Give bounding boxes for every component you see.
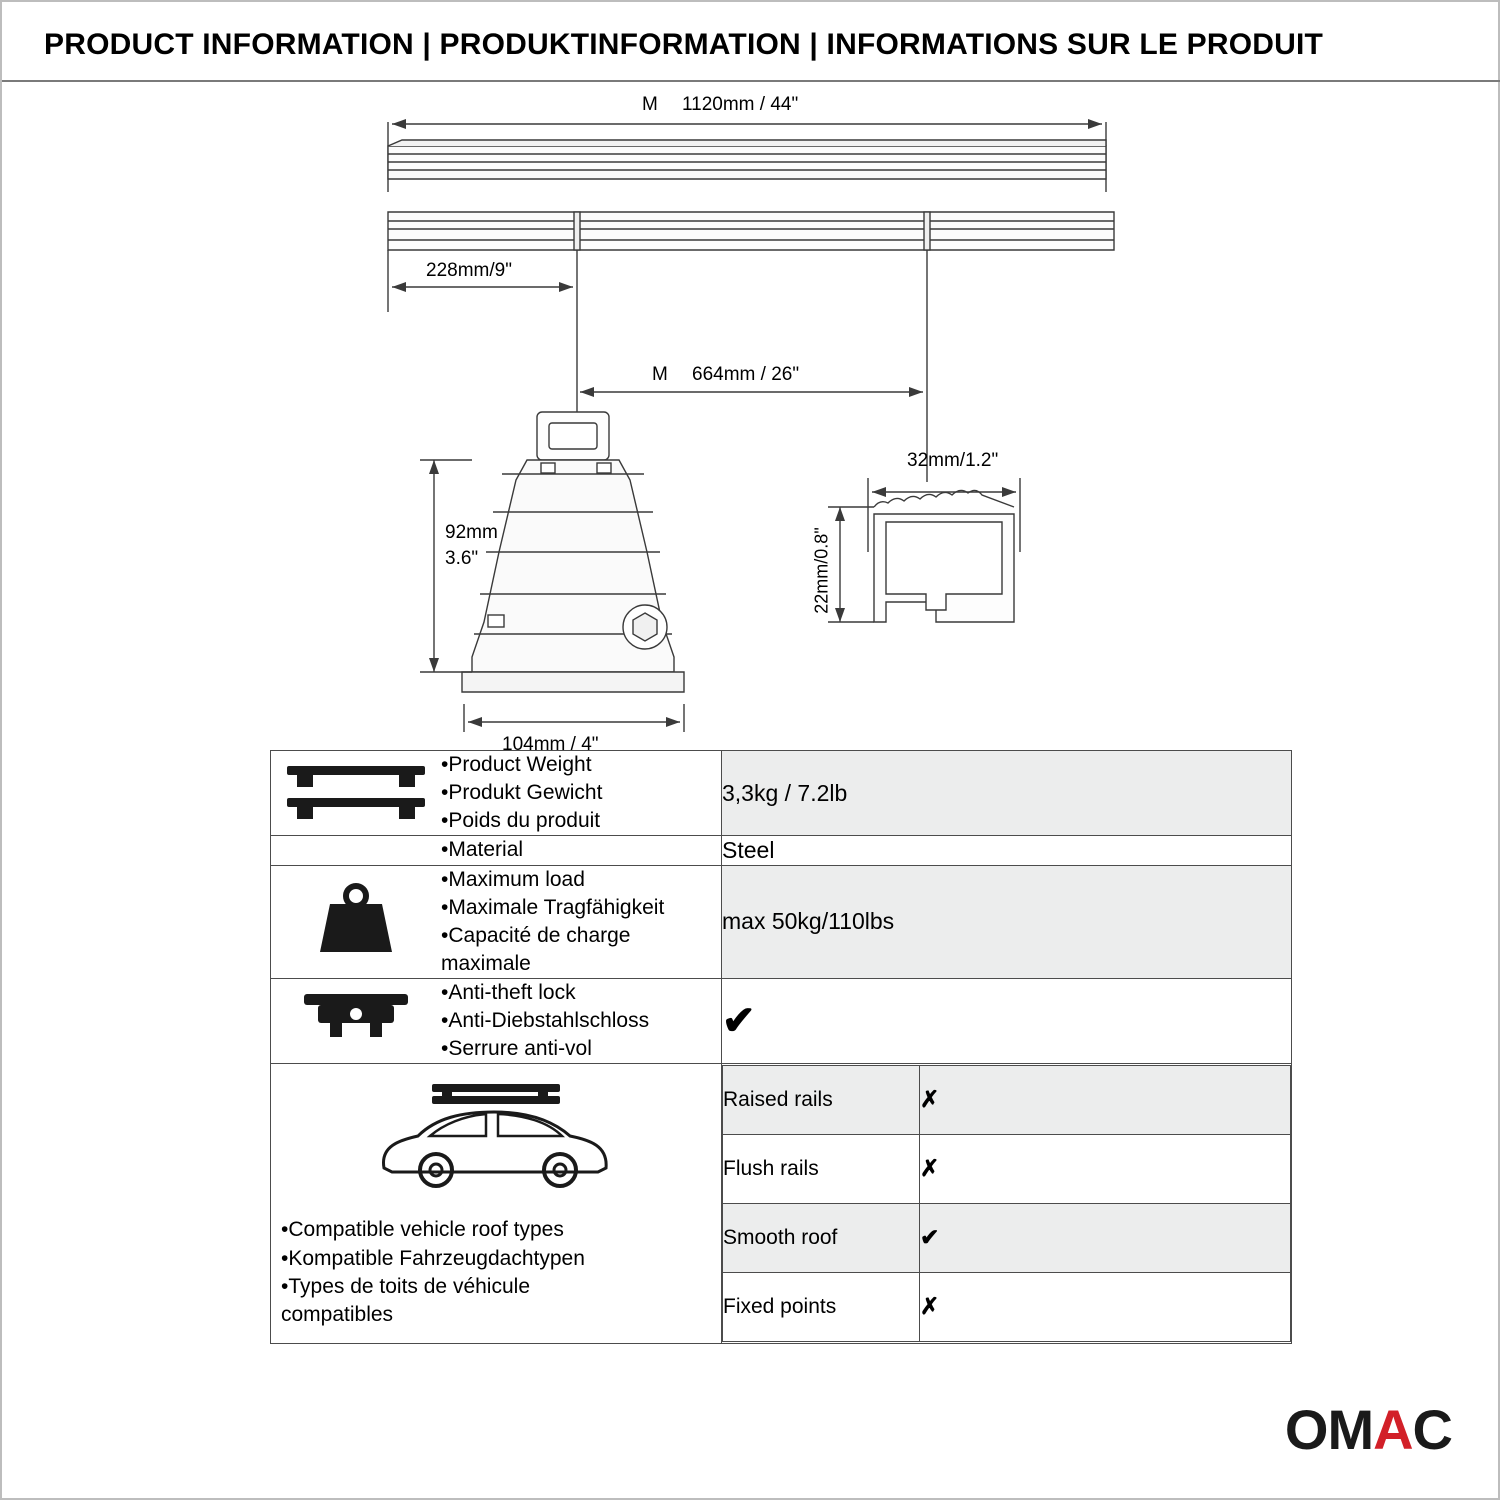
page-header <box>2 2 1500 82</box>
roof-type-name: Smooth roof <box>723 1204 920 1273</box>
omac-logo <box>1284 1398 1452 1461</box>
roof-type-mark <box>920 1066 1291 1135</box>
label-line: •Product Weight <box>441 753 592 776</box>
label-line: •Anti-Diebstahlschloss <box>441 1009 650 1033</box>
label-line: •Compatible vehicle roof types <box>281 1218 564 1242</box>
label-line: •Maximum load <box>441 867 585 891</box>
max-load-value: max 50kg/110lbs <box>722 865 1292 979</box>
material-label-cell <box>271 836 722 865</box>
label-line: •Material <box>441 838 524 862</box>
label-line: •Kompatible Fahrzeugdachtypen <box>281 1246 585 1270</box>
foot-width-dimension: 104mm / 4" <box>502 734 599 755</box>
compatibility-options-cell <box>722 1064 1292 1344</box>
table-row <box>271 865 1292 979</box>
cross-icon: ✗ <box>920 1292 940 1319</box>
roof-type-row <box>723 1273 1291 1342</box>
logo-letter-c: C <box>1412 1398 1452 1461</box>
roof-type-row <box>723 1066 1291 1135</box>
anti-theft-label-cell <box>271 979 722 1064</box>
label-line: •Produkt Gewicht <box>441 781 603 805</box>
bar-length-dimension: 1120mm / 44" <box>682 94 799 115</box>
anti-theft-value <box>722 979 1292 1064</box>
roof-type-mark <box>920 1135 1291 1204</box>
page-title: PRODUCT INFORMATION | PRODUKTINFORMATION | INFORMATIONS SUR LE PRODUIT <box>44 28 1324 61</box>
roof-type-table <box>722 1065 1291 1342</box>
roof-type-mark <box>920 1273 1291 1342</box>
table-row <box>271 836 1292 865</box>
roof-type-mark <box>920 1204 1291 1273</box>
compatibility-label-cell <box>271 1064 722 1344</box>
cross-icon: ✗ <box>920 1085 940 1112</box>
profile-width-dimension: 32mm/1.2" <box>907 450 999 471</box>
technical-drawing <box>2 82 1500 755</box>
product-weight-value: 3,3kg / 7.2lb <box>722 751 1292 836</box>
logo-letter-o: O <box>1284 1398 1328 1461</box>
offset-dimension: 228mm/9" <box>426 260 512 281</box>
roof-type-row <box>723 1135 1291 1204</box>
car-with-roof-rack-icon <box>271 1064 721 1206</box>
logo-letter-a: A <box>1373 1398 1413 1461</box>
label-line: •Maximale Tragfähigkeit <box>441 895 665 919</box>
roof-type-name: Fixed points <box>723 1273 920 1342</box>
checkmark-icon: ✔ <box>722 999 756 1044</box>
label-line: •Anti-theft lock <box>441 981 576 1004</box>
max-load-label-cell <box>271 865 722 979</box>
product-weight-label-cell <box>271 751 722 836</box>
label-line: compatibles <box>281 1302 394 1326</box>
drawing-svg <box>2 82 1500 742</box>
label-line: •Poids du produit <box>441 809 601 833</box>
profile-height-dimension: 22mm/0.8" <box>811 527 832 614</box>
foot-height-mm: 92mm <box>445 522 498 543</box>
table-row <box>271 979 1292 1064</box>
bar-length-prefix: M <box>642 94 658 115</box>
cross-icon: ✗ <box>920 1154 940 1181</box>
roof-type-name: Flush rails <box>723 1135 920 1204</box>
logo-letter-m: M <box>1327 1398 1374 1461</box>
lock-icon <box>271 986 441 1056</box>
label-line: •Capacité de charge maximale <box>441 923 631 975</box>
span-dimension: 664mm / 26" <box>692 364 800 385</box>
table-row <box>271 751 1292 836</box>
checkmark-icon: ✔ <box>920 1223 940 1250</box>
material-value: Steel <box>722 836 1292 865</box>
foot-height-in: 3.6" <box>445 548 479 569</box>
table-row-compatibility <box>271 1064 1292 1344</box>
label-line: •Serrure anti-vol <box>441 1037 592 1061</box>
label-line: •Types de toits de véhicule <box>281 1274 530 1298</box>
span-prefix: M <box>652 364 668 385</box>
roof-type-name: Raised rails <box>723 1066 920 1135</box>
roof-type-row <box>723 1204 1291 1273</box>
specifications-table <box>270 750 1292 1344</box>
roof-bars-icon <box>271 756 441 830</box>
weight-icon <box>271 878 441 966</box>
